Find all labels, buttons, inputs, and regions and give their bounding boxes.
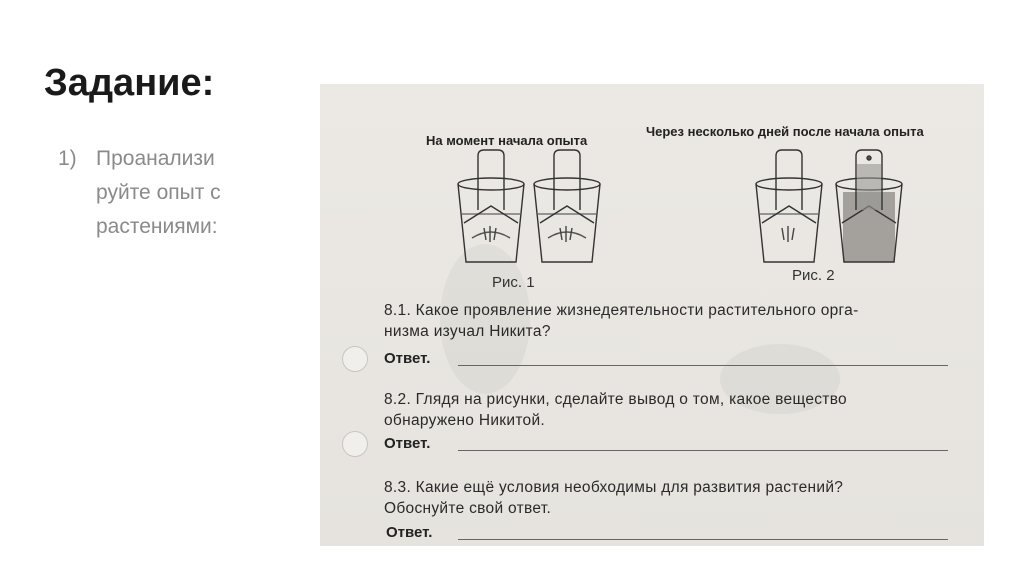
figure-1-label: Рис. 1	[492, 274, 535, 291]
caption-start: На момент начала опыта	[426, 133, 588, 148]
glass-left	[458, 150, 524, 262]
answer-line[interactable]	[458, 450, 948, 451]
question-8-3: 8.3. Какие ещё условия необходимы для развития растений? Обоснуйте свой ответ.	[384, 479, 844, 517]
figure-2-drawing	[750, 148, 910, 268]
answer-label: Ответ.	[384, 350, 431, 367]
slide-title: Задание:	[44, 62, 215, 104]
question-8-1: 8.1. Какое проявление жизнедеятельности растительного орга- низма изучал Никита?	[384, 302, 859, 340]
answer-marker	[342, 346, 368, 372]
glass-right	[534, 150, 600, 262]
task-number: 1)	[58, 147, 77, 170]
worksheet-photo	[320, 84, 984, 546]
glass-right-after	[836, 150, 902, 262]
answer-label: Ответ.	[384, 435, 431, 452]
question-8-2: 8.2. Глядя на рисунки, сделайте вывод о том, какое вещество обнаружено Никитой.	[384, 391, 847, 429]
answer-label: Ответ.	[386, 524, 433, 541]
answer-row-8-1[interactable]	[342, 346, 952, 376]
caption-after: Через несколько дней после начала опыта	[646, 124, 924, 139]
glass-left-after	[756, 150, 822, 262]
answer-marker	[342, 431, 368, 457]
figure-2-label: Рис. 2	[792, 267, 835, 284]
answer-line[interactable]	[458, 365, 948, 366]
task-text: Проанализи руйте опыт с растениями:	[96, 147, 221, 238]
answer-line[interactable]	[458, 539, 948, 540]
answer-row-8-2[interactable]	[342, 431, 952, 461]
answer-row-8-3[interactable]	[342, 520, 952, 546]
figure-1-drawing	[452, 148, 602, 268]
